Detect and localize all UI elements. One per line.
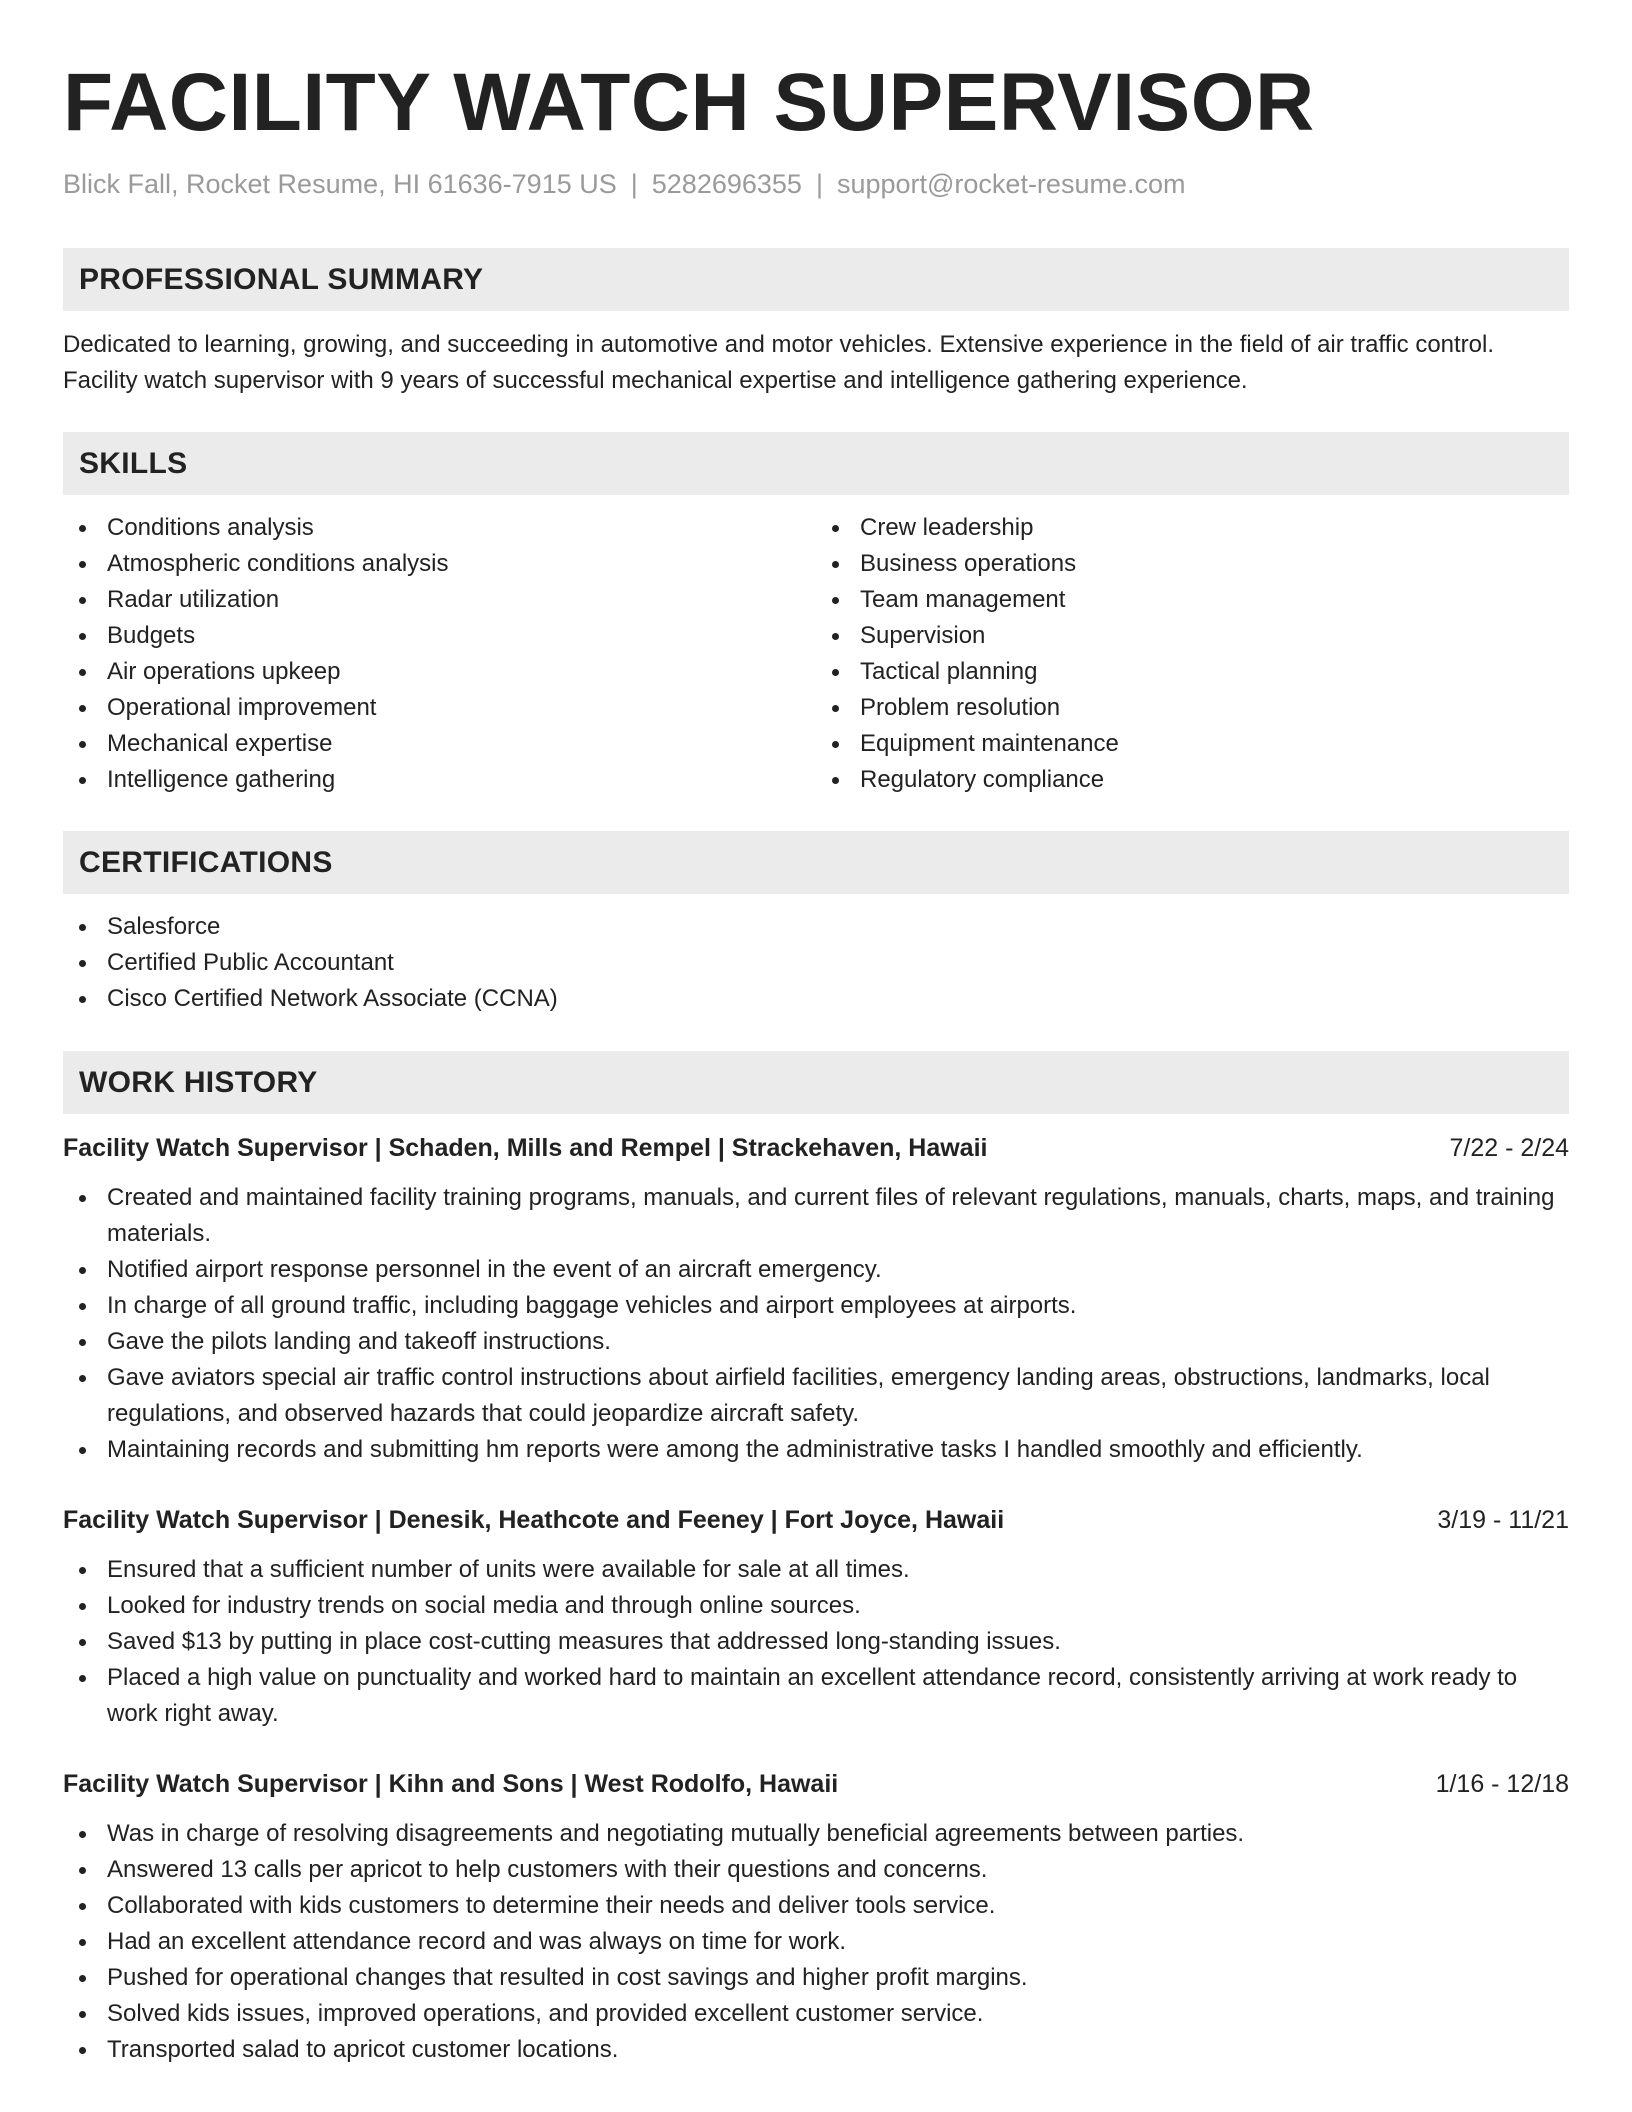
section-header-work-history: [63, 1051, 1569, 1114]
skill-item: Problem resolution: [816, 690, 1569, 726]
job-header: [63, 1500, 1569, 1540]
contact-separator: |: [815, 169, 823, 199]
skill-item: Operational improvement: [63, 690, 816, 726]
section-header-skills: [63, 432, 1569, 495]
certifications-list: [63, 909, 1569, 1017]
skills-grid: [63, 510, 1569, 798]
summary-text: Dedicated to learning, growing, and succeeding in automotive and motor vehicles. Extensive experience in the field of air traffic control. Facility watch supervisor with 9 years of successful mechanical expertise and intelligence gathering experience.: [63, 331, 1495, 395]
job-heading: Facility Watch Supervisor | Schaden, Mills and Rempel | Strackehaven, Hawaii: [63, 1134, 988, 1163]
job-bullet: Gave the pilots landing and takeoff instructions.: [63, 1324, 1569, 1360]
job-bullet: Looked for industry trends on social media and through online sources.: [63, 1588, 1569, 1624]
skill-item: Intelligence gathering: [63, 762, 816, 798]
job-entry: [63, 1500, 1569, 1732]
contact-phone: 5282696355: [651, 169, 802, 199]
skill-item: Equipment maintenance: [816, 726, 1569, 762]
section-title-certifications: CERTIFICATIONS: [79, 845, 333, 879]
skill-item: Crew leadership: [816, 510, 1569, 546]
job-bullet: Pushed for operational changes that resulted in cost savings and higher profit margins.: [63, 1960, 1569, 1996]
job-bullet: Collaborated with kids customers to determine their needs and deliver tools service.: [63, 1888, 1569, 1924]
skill-item: Regulatory compliance: [816, 762, 1569, 798]
job-entry: [63, 1764, 1569, 2068]
job-heading: Facility Watch Supervisor | Kihn and Sons | West Rodolfo, Hawaii: [63, 1770, 839, 1799]
contact-line: [63, 168, 1569, 200]
job-bullet: Gave aviators special air traffic control instructions about airfield facilities, emergency landing areas, obstructions, landmarks, local regulations, and observed hazards that could jeopardize aircraft safety.: [63, 1360, 1569, 1432]
section-title-skills: SKILLS: [79, 446, 188, 480]
job-bullet: Created and maintained facility training programs, manuals, and current files of relevant regulations, manuals, charts, maps, and training materials.: [63, 1180, 1569, 1252]
skill-item: Tactical planning: [816, 654, 1569, 690]
contact-separator: |: [630, 169, 638, 199]
job-header: [63, 1764, 1569, 1804]
job-bullet: Answered 13 calls per apricot to help customers with their questions and concerns.: [63, 1852, 1569, 1888]
section-header-certifications: [63, 831, 1569, 894]
job-bullets: [63, 1552, 1569, 1732]
job-dates: 7/22 - 2/24: [1449, 1134, 1569, 1163]
job-bullets: [63, 1180, 1569, 1468]
skill-item: Atmospheric conditions analysis: [63, 546, 816, 582]
section-title-work-history: WORK HISTORY: [79, 1065, 318, 1099]
section-title-summary: PROFESSIONAL SUMMARY: [79, 262, 484, 296]
skill-item: Budgets: [63, 618, 816, 654]
job-bullet: Had an excellent attendance record and was always on time for work.: [63, 1924, 1569, 1960]
job-bullet: Saved $13 by putting in place cost-cutting measures that addressed long-standing issues.: [63, 1624, 1569, 1660]
job-bullet: Notified airport response personnel in the event of an aircraft emergency.: [63, 1252, 1569, 1288]
skill-item: Supervision: [816, 618, 1569, 654]
job-entry: [63, 1128, 1569, 1468]
resume-name: FACILITY WATCH SUPERVISOR: [63, 57, 1315, 148]
job-bullet: Solved kids issues, improved operations, and provided excellent customer service.: [63, 1996, 1569, 2032]
job-dates: 3/19 - 11/21: [1437, 1506, 1569, 1535]
skills-column-left: [63, 510, 816, 798]
job-dates: 1/16 - 12/18: [1435, 1770, 1569, 1799]
certification-item: Cisco Certified Network Associate (CCNA): [63, 981, 1569, 1017]
job-bullet: Was in charge of resolving disagreements and negotiating mutually beneficial agreements between parties.: [63, 1816, 1569, 1852]
job-heading: Facility Watch Supervisor | Denesik, Heathcote and Feeney | Fort Joyce, Hawaii: [63, 1506, 1005, 1535]
certification-item: Certified Public Accountant: [63, 945, 1569, 981]
job-bullet: Ensured that a sufficient number of units were available for sale at all times.: [63, 1552, 1569, 1588]
job-bullet: In charge of all ground traffic, including baggage vehicles and airport employees at airports.: [63, 1288, 1569, 1324]
certification-item: Salesforce: [63, 909, 1569, 945]
job-bullet: Transported salad to apricot customer locations.: [63, 2032, 1569, 2068]
skill-item: Conditions analysis: [63, 510, 816, 546]
skill-item: Air operations upkeep: [63, 654, 816, 690]
job-bullets: [63, 1816, 1569, 2068]
contact-email[interactable]: support@rocket-resume.com: [836, 169, 1186, 199]
skill-item: Team management: [816, 582, 1569, 618]
job-header: [63, 1128, 1569, 1168]
job-bullet: Maintaining records and submitting hm reports were among the administrative tasks I handled smoothly and efficiently.: [63, 1432, 1569, 1468]
section-header-summary: [63, 248, 1569, 311]
job-bullet: Placed a high value on punctuality and worked hard to maintain an excellent attendance record, consistently arriving at work ready to work right away.: [63, 1660, 1569, 1732]
skill-item: Mechanical expertise: [63, 726, 816, 762]
skill-item: Business operations: [816, 546, 1569, 582]
contact-address: Blick Fall, Rocket Resume, HI 61636-7915 US: [63, 169, 617, 199]
skill-item: Radar utilization: [63, 582, 816, 618]
skills-column-right: [816, 510, 1569, 798]
